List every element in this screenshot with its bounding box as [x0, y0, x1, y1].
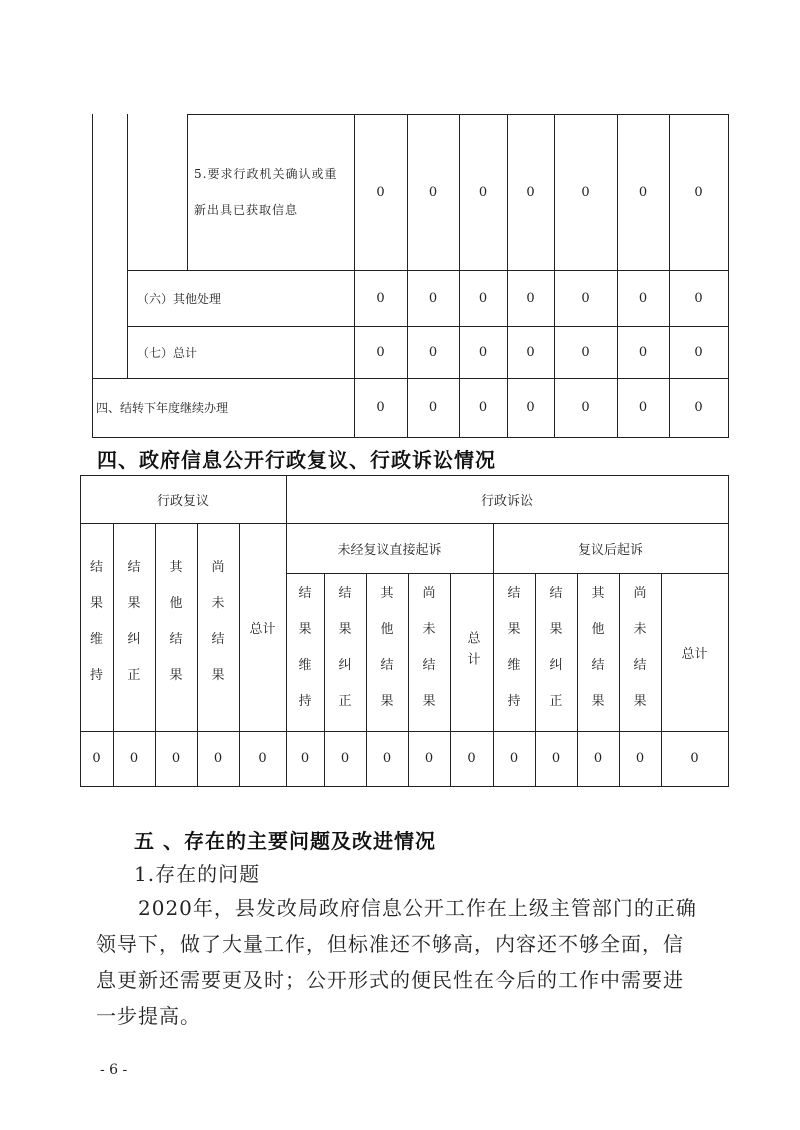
table-cell: 0 — [638, 184, 648, 200]
col-header-total: 总计 — [681, 646, 708, 662]
table-cell: 0 — [428, 184, 438, 200]
table-cell: 0 — [581, 290, 590, 306]
table-cell: 0 — [478, 400, 488, 415]
table-cell: 0 — [638, 344, 648, 360]
table-cell: 0 — [428, 290, 438, 306]
col-header-other-results: 其 他 结 果 — [380, 586, 394, 709]
row-label-carry-over: 四、结转下年度继续办理 — [96, 401, 229, 415]
table-cell: 0 — [509, 751, 519, 766]
paragraph-line: 2020年，县发改局政府信息公开工作在上级主管部门的正确 — [138, 896, 697, 920]
table-cell: 0 — [424, 751, 434, 766]
row-label-other-handling: （六）其他处理 — [137, 291, 222, 306]
row-label-total: （七）总计 — [137, 345, 198, 360]
table-cell: 0 — [258, 751, 267, 766]
table-cell: 0 — [581, 344, 590, 360]
col-header-result-corrected: 结 果 纠 正 — [549, 586, 563, 709]
header-suit-after-review: 复议后起诉 — [577, 542, 643, 558]
table-cell: 0 — [690, 751, 699, 766]
table-cell: 0 — [467, 751, 476, 766]
table-cell: 0 — [376, 344, 385, 360]
paragraph-line: 领导下，做了大量工作，但标准还不够高，内容还不够全面，信 — [96, 932, 684, 956]
table-cell: 0 — [593, 751, 603, 766]
table-cell: 0 — [171, 751, 181, 766]
col-header-result-maintained: 结 果 维 持 — [507, 586, 521, 709]
col-header-result-maintained: 结 果 维 持 — [89, 560, 103, 683]
table-cell: 0 — [581, 400, 590, 415]
table-cell: 0 — [694, 344, 703, 360]
table-cell: 0 — [638, 400, 648, 415]
table-cell: 0 — [376, 290, 385, 306]
table-cell: 0 — [526, 290, 535, 306]
table-cell: 0 — [526, 184, 535, 200]
table-cell: 0 — [478, 344, 488, 360]
table-cell: 0 — [129, 751, 139, 766]
col-header-total: 总计 — [249, 621, 276, 637]
subsection-title-existing-problems: 1.存在的问题 — [134, 862, 261, 886]
table-cell: 0 — [694, 290, 703, 306]
table-cell: 0 — [638, 290, 648, 306]
table-cell: 0 — [340, 751, 350, 766]
table-cell: 0 — [382, 751, 392, 766]
section-heading-problems-improvements: 五 、存在的主要问题及改进情况 — [134, 829, 436, 853]
col-header-pending: 尚 未 结 果 — [422, 586, 436, 709]
col-header-pending: 尚 未 结 果 — [633, 586, 647, 709]
header-administrative-review: 行政复议 — [156, 493, 209, 509]
paragraph-line: 一步提高。 — [96, 1004, 201, 1028]
col-header-pending: 尚 未 结 果 — [211, 560, 225, 683]
table-cell: 0 — [526, 400, 535, 415]
col-header-total: 总计 — [464, 631, 480, 673]
col-header-result-corrected: 结 果 纠 正 — [338, 586, 352, 709]
row-label-line-2: 新出具已获取信息 — [194, 203, 299, 217]
table-cell: 0 — [376, 400, 385, 415]
table-cell: 0 — [635, 751, 645, 766]
table-cell: 0 — [300, 751, 310, 766]
table-cell: 0 — [551, 751, 561, 766]
table-cell: 0 — [694, 184, 703, 200]
header-direct-suit: 未经复议直接起诉 — [337, 542, 442, 558]
table-cell: 0 — [478, 290, 488, 306]
table-cell: 0 — [526, 344, 535, 360]
row-label-line-1: 5.要求行政机关确认或重 — [194, 167, 338, 181]
table-cell: 0 — [428, 400, 438, 415]
page-number: - 6 - — [100, 1062, 128, 1078]
table-cell: 0 — [428, 344, 438, 360]
table-cell: 0 — [376, 184, 385, 200]
header-administrative-litigation: 行政诉讼 — [480, 493, 533, 509]
col-header-other-results: 其 他 结 果 — [169, 560, 183, 683]
col-header-other-results: 其 他 结 果 — [591, 586, 605, 709]
table-cell: 0 — [581, 184, 590, 200]
col-header-result-maintained: 结 果 维 持 — [298, 586, 312, 709]
paragraph-line: 息更新还需要更及时；公开形式的便民性在今后的工作中需要进 — [96, 968, 684, 992]
table-cell: 0 — [478, 184, 488, 200]
table-cell: 0 — [694, 400, 703, 415]
table-cell: 0 — [92, 751, 101, 766]
table-cell: 0 — [213, 751, 223, 766]
col-header-result-corrected: 结 果 纠 正 — [127, 560, 141, 683]
row-label-reissue-info — [194, 156, 352, 228]
section-heading-review-litigation: 四、政府信息公开行政复议、行政诉讼情况 — [97, 448, 496, 472]
